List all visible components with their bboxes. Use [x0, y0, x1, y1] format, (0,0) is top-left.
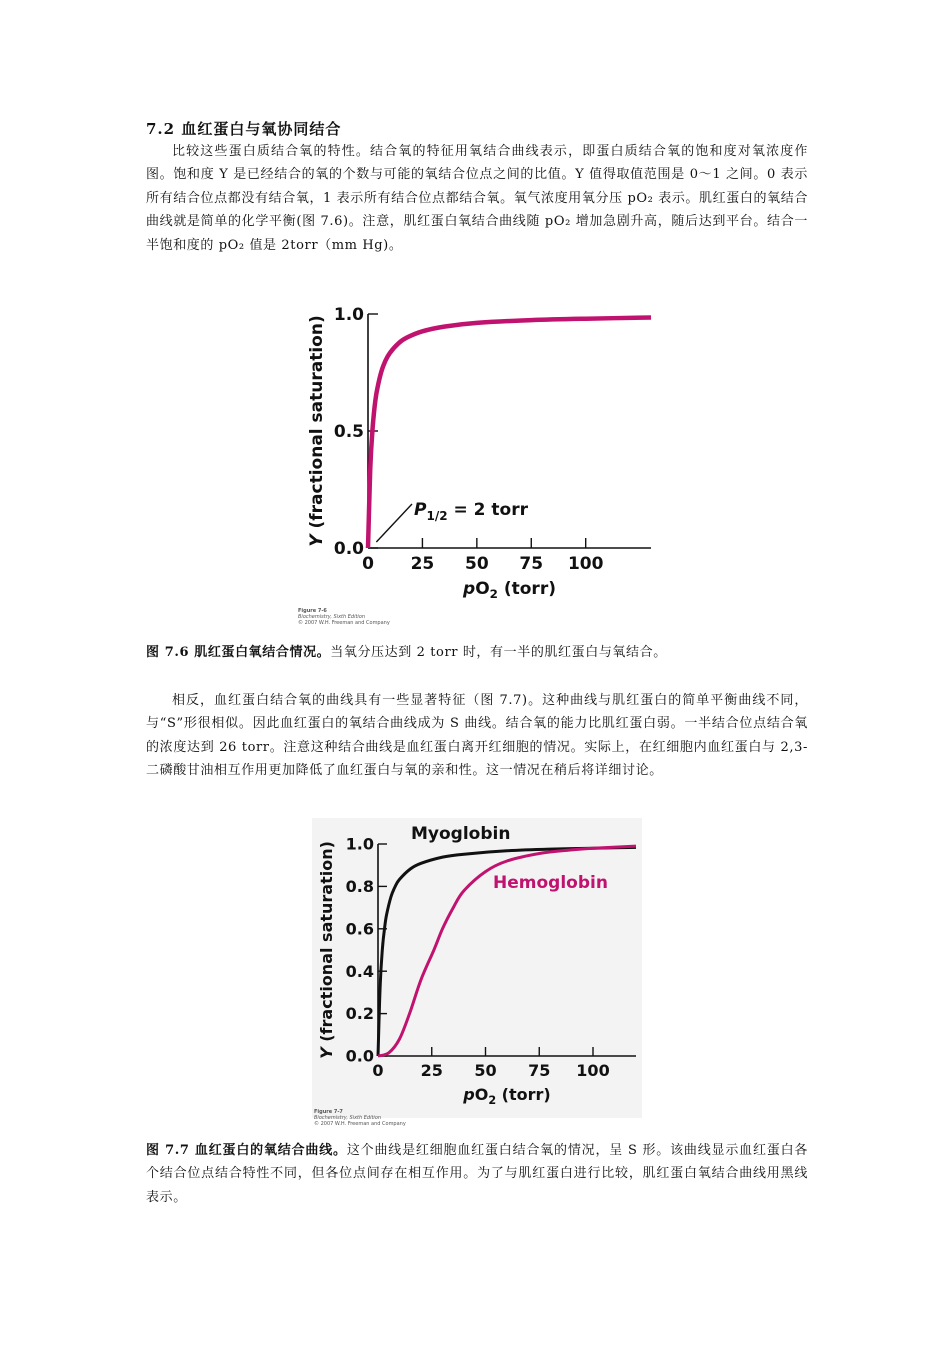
myoglobin-binding-chart [296, 296, 666, 606]
myoglobin-series-label: Myoglobin [411, 824, 511, 844]
y-tick-label: 0.0 [345, 1046, 374, 1066]
figure2-credit [314, 1109, 406, 1127]
half-saturation-annotation: $P_{1/2} = 2$ torr [414, 500, 528, 523]
x-tick-label: 0 [372, 1061, 384, 1080]
chart1-ticks [334, 305, 604, 574]
figure1-credit-line: Biochemistry, Sixth Edition [298, 614, 366, 620]
x-tick-label: 100 [567, 554, 604, 574]
figure2-credit-line: Figure 7-7 [314, 1109, 343, 1115]
x-tick-label: 0 [362, 554, 374, 574]
x-tick-label: 25 [410, 554, 435, 574]
y-tick-label: 1.0 [345, 834, 374, 854]
y-tick-label: 1.0 [333, 304, 364, 325]
figure2-credit-line: Biochemistry, Sixth Edition [314, 1115, 382, 1121]
y-tick-label: 0.2 [345, 1004, 374, 1024]
figure1-caption [146, 641, 808, 664]
x-axis-label: $pO_2$ (torr) [463, 579, 556, 601]
figure1-credit-line: Figure 7-6 [298, 608, 327, 614]
paragraph-intro: 比较这些蛋白质结合氧的特性。结合氧的特征用氧结合曲线表示，即蛋白质结合氧的饱和度对氧浓度作图。饱和度 Y 是已经结合的氧的个数与可能的氧结合位点之间的比值。Y 值得取值范围是 0～1 之间。0 表示所有结合位点都没有结合氧，1 表示所有结合位点都结合氧。氧气浓度用氧分压 pO₂ 表示。肌红蛋白的氧结合曲线就是简单的化学平衡(图 7.6)。注意，肌红蛋白氧结合曲线随 pO₂ 增加急剧升高，随后达到平台。结合一半饱和度的 pO₂ 值是 2torr（mm Hg)。 [146, 144, 808, 253]
figure1-credit [298, 608, 390, 626]
y-axis-label: Y (fractional saturation) [317, 841, 336, 1059]
figure1-credit-line: © 2007 W.H. Freeman and Company [298, 620, 390, 626]
x-tick-label: 25 [420, 1061, 443, 1080]
x-tick-label: 50 [465, 554, 489, 574]
figure2-credit-line: © 2007 W.H. Freeman and Company [314, 1121, 406, 1127]
annotation-leader [376, 504, 412, 542]
x-axis-label: $pO_2$ (torr) [463, 1085, 551, 1107]
y-tick-label: 0.4 [345, 961, 374, 981]
figure2-caption [146, 1139, 808, 1209]
y-axis-label: Y (fractional saturation) [307, 315, 327, 547]
y-tick-label: 0.8 [345, 877, 374, 896]
x-tick-label: 75 [528, 1061, 551, 1080]
y-tick-label: 0.5 [333, 421, 364, 442]
x-tick-label: 75 [519, 554, 544, 574]
figure2-caption-lead: 图 7.7 血红蛋白的氧结合曲线。 [146, 1143, 347, 1158]
section-heading: 7.2 血红蛋白与氧协同结合 [146, 120, 342, 138]
y-tick-label: 0.6 [345, 919, 374, 939]
hemoglobin-series-label: Hemoglobin [493, 873, 608, 893]
paragraph-hemoglobin: 相反，血红蛋白结合氧的曲线具有一些显著特征（图 7.7)。这种曲线与肌红蛋白的简单平衡曲线不同，与“S”形很相似。因此血红蛋白的氧结合曲线成为 S 曲线。结合氧的能力比肌红蛋白弱。一半结合位点结合氧的浓度达到 26 torr。注意这种结合曲线是血红蛋白离开红细胞的情况。实际上，在红细胞内血红蛋白与 2,3-二磷酸甘油相互作用更加降低了血红蛋白与氧的亲和性。这一情况在稍后将详细讨论。 [146, 693, 808, 779]
figure1-caption-lead: 图 7.6 肌红蛋白氧结合情况。 [146, 645, 331, 660]
x-tick-label: 50 [474, 1061, 497, 1080]
y-tick-label: 0.0 [333, 538, 364, 559]
hemoglobin-binding-chart [312, 818, 642, 1118]
figure1-caption-text: 当氧分压达到 2 torr 时，有一半的肌红蛋白与氧结合。 [330, 645, 667, 660]
x-tick-label: 100 [576, 1061, 610, 1080]
figure2-caption-text: 这个曲线是红细胞血红蛋白结合氧的情况，呈 S 形。该曲线显示血红蛋白各个结合位点结合特性不同，但各位点间存在相互作用。为了与肌红蛋白进行比较，肌红蛋白氧结合曲线用黑线表示。 [146, 1143, 809, 1205]
